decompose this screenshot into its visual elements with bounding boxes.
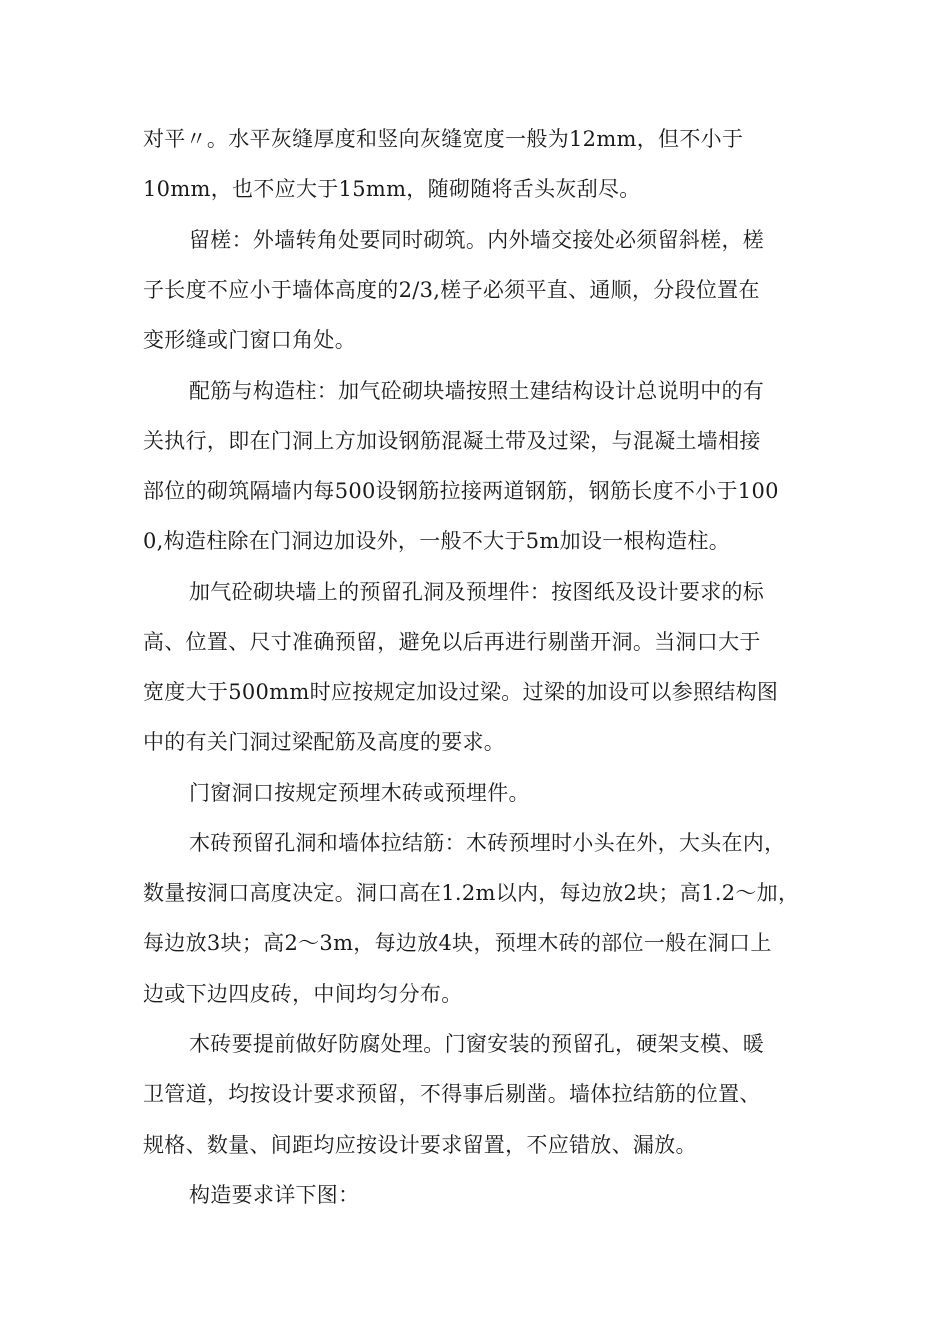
text-line: 数量按洞口高度决定。洞口高在1.2m以内，每边放2块；高1.2〜加， [143, 881, 800, 905]
text-line: 部位的砌筑隔墙内每500设钢筋拉接两道钢筋，钢筋长度不小于100 [143, 479, 779, 503]
paragraph-first-line: 木砖要提前做好防腐处理。门窗安装的预留孔，硬架支模、暖 [189, 1032, 765, 1056]
paragraph-first-line: 门窗洞口按规定预埋木砖或预埋件。 [189, 781, 530, 805]
text-line: 高、位置、尺寸准确预留，避免以后再进行剔凿开洞。当洞口大于 [143, 630, 761, 654]
text-line: 0,构造柱除在门洞边加设外，一般不大于5m加设一根构造柱。 [143, 529, 731, 553]
paragraph-first-line: 木砖预留孔洞和墙体拉结筋：木砖预埋时小头在外，大头在内， [189, 831, 786, 855]
paragraph-first-line: 加气砼砌块墙上的预留孔洞及预埋件：按图纸及设计要求的标 [189, 580, 765, 604]
text-line: 每边放3块；高2〜3m，每边放4块，预埋木砖的部位一般在洞口上 [143, 931, 772, 955]
text-line: 中的有关门洞过梁配筋及高度的要求。 [143, 730, 506, 754]
text-line: 边或下边四皮砖，中间均匀分布。 [143, 982, 463, 1006]
text-line: 宽度大于500mm时应按规定加设过梁。过梁的加设可以参照结构图 [143, 680, 779, 704]
text-line: 子长度不应小于墙体高度的2/3,槎子必须平直、通顺，分段位置在 [143, 278, 760, 302]
paragraph-first-line: 配筋与构造柱：加气砼砌块墙按照土建结构设计总说明中的有 [189, 379, 765, 403]
text-line: 关执行，即在门洞上方加设钢筋混凝土带及过梁，与混凝土墙相接 [143, 429, 761, 453]
text-line: 卫管道，均按设计要求预留，不得事后剔凿。墙体拉结筋的位置、 [143, 1082, 761, 1106]
text-line: 对平〃。水平灰缝厚度和竖向灰缝宽度一般为12mm，但不小于 [143, 127, 744, 151]
paragraph-first-line: 构造要求详下图： [189, 1183, 360, 1207]
text-line: 变形缝或门窗口角处。 [143, 328, 356, 352]
text-line: 10mm，也不应大于15mm，随砌随将舌头灰刮尽。 [143, 177, 641, 201]
text-line: 规格、数量、间距均应按设计要求留置，不应错放、漏放。 [143, 1133, 697, 1157]
paragraph-first-line: 留槎：外墙转角处要同时砌筑。内外墙交接处必须留斜槎，槎 [189, 228, 765, 252]
